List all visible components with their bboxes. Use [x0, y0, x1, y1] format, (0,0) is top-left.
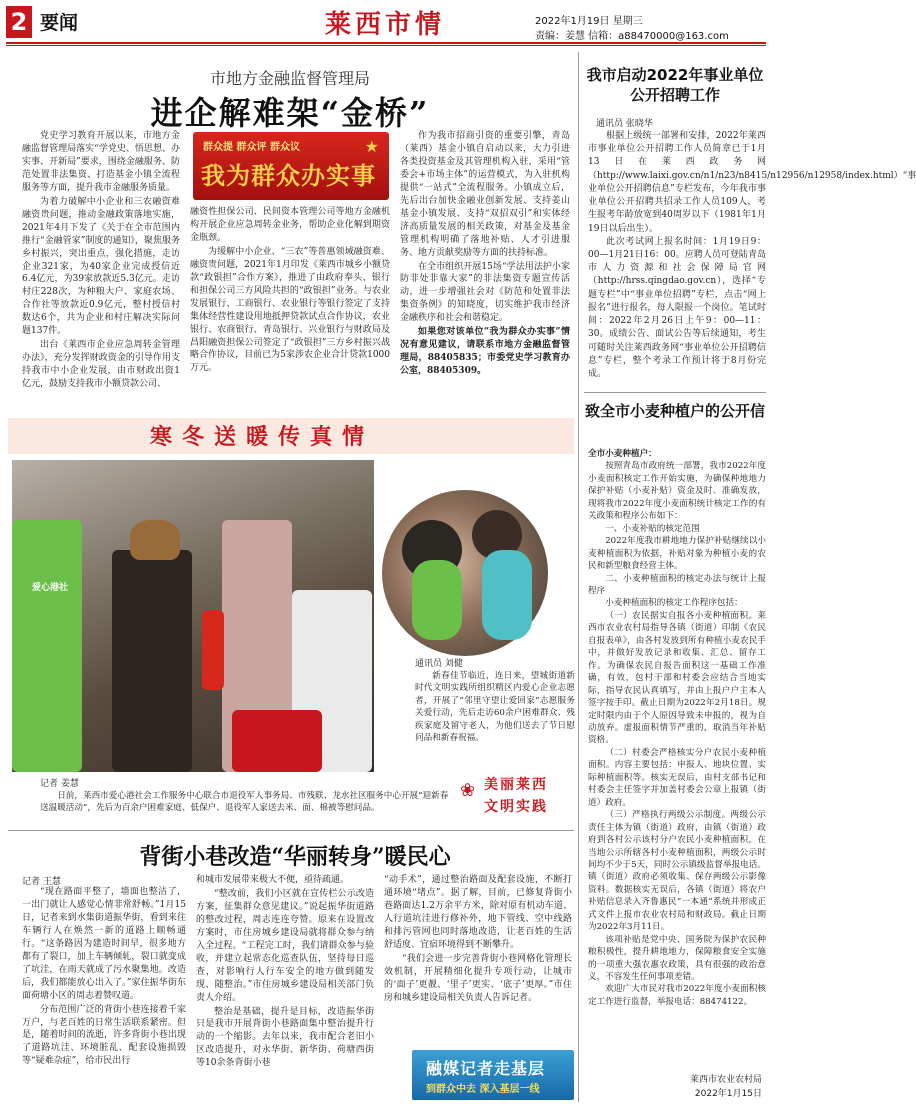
vest-text: 爱心港社: [32, 583, 69, 593]
article1-column-1: [22, 130, 180, 414]
article1-kicker: 市地方金融监督管理局: [209, 69, 370, 88]
paragraph: 2022年度我市耕地地力保护补贴继续以小麦种植面积为依据，补贴对象为种植小麦的农民和新型粮食经营主体。: [588, 536, 766, 572]
article1-column-3: [400, 130, 570, 414]
photo-caption-byline: 记者 姜慧: [40, 779, 79, 789]
section-divider: [8, 830, 574, 831]
article1-column-2: [190, 206, 390, 414]
paragraph: 欢迎广大市民对我市2022年度小麦面积核定工作进行监督，举报电话：88474122。: [588, 984, 766, 1007]
paragraph: 党史学习教育开展以来，市地方金融监督管理局落实“学党史、悟思想、办实事、开新局”要求，围绕金融服务、防范处置非法集资、打造基金小镇全流程服务等方面，提升我市金融服务质量。: [22, 131, 180, 193]
column-divider: [578, 52, 579, 1102]
paragraph: 按照青岛市政府统一部署，我市2022年度小麦面积核定工作开始实施，为确保种地地力保护补贴（小麦补贴）资金及时、准确发放，现将我市2022年度小麦面积统计核定工作的有关政策和程序公布如下：: [588, 461, 766, 522]
header-divider-thin: [6, 45, 766, 46]
page-number: 2: [6, 6, 32, 38]
paragraph: 为着力破解中小企业和三农融资难融资贵问题，推动金融政策落地实施，2021年4月下发了《关于在全市范围内推行“金融管家”制度的通知》，聚焦服务乡村振兴，突出重点，强化措施，走访企业321家，为40家企业完成授信近6.4亿元，为39家放款近5.3亿元。走访村庄228次，为种粮大户、家庭农场、合作社等放款近0.9亿元，整村授信村数达6个，共为企业和村庄解决实际问题137件。: [22, 196, 180, 337]
promo-title: 融媒记者走基层: [426, 1059, 546, 1078]
article2-column-3: [384, 874, 572, 1044]
issue-date: 2022年1月19日 星期三: [535, 16, 643, 27]
right-bottom-headline: 致全市小麦种植户的公开信: [584, 402, 765, 420]
paragraph: 小麦种植面积的核定工作程序包括：: [605, 598, 743, 609]
paragraph: 二、小麦种植面积的核定办法与统计上报程序: [588, 573, 766, 596]
letter-sign-date: 2022年1月15日: [694, 1089, 762, 1099]
flower-icon: ❀: [460, 780, 476, 801]
paragraph: 根据上级统一部署和安排，2022年莱西市事业单位公开招聘工作人员简章已于1月13日在莱西政务网（http://www.laixi.gov.cn/n1/n23/n8415/n12956/n12958/index.html）“事业单位公开招聘信息”专栏发布，今年我市事业单位公开招聘共招录工作人员109人，考生报考年龄放宽到40周岁以下（1981年1月19日以后出生）。: [588, 131, 916, 234]
right-top-byline: 通讯员 张晓华: [596, 119, 653, 129]
section-name: 要闻: [40, 12, 79, 34]
paragraph: “现在路面平整了，墙面也整洁了，一出门就让人感觉心情非常舒畅。”1月15日，记者来到水集街道振华街，看到来往车辆行人在焕然一新的道路上顺畅通行。“这条路因为建造时间早，很多地方都有了裂口，加上车辆倾轧，裂口就变成了坑洼，在雨天就成了污水聚集地。改造后，我们都能放心出入了。”家住振华街东面荷塘小区的周志着赞叹道。: [22, 887, 186, 1001]
paragraph: 为缓解中小企业、“三农”等普惠领域融资难、融资贵问题，2021年1月印发《莱西市城乡小额贷款“政银担”合作方案》，推进了由政府奉头、银行和担保公司三方风险共担的“政银担”业务。与农业发展银行、工商银行、农业银行等银行签定了支持集体经营性建设用地抵押贷款试点合作协议，农业银行、农商银行、青岛银行、兴业银行与财政局及昌阳融资担保公司签定了“政银担”三方乡村振兴战略合作协议，目前已为5家涉农企业合计贷款1000万元。: [190, 246, 390, 374]
paragraph: 整治是基础，提升是目标，改造振华街只是我市开展背街小巷路面集中整治提升行动的一个缩影。去年以来，我市配合老旧小区改造提升，对永华街、新华街、荷塘西街等10余条背街小巷: [196, 1006, 374, 1069]
editor-info: 责编：姜慧 信箱：a88470000@163.com: [535, 31, 729, 42]
letter-sign-org: 莱西市农业农村局: [689, 1075, 762, 1085]
photo-section-title: 寒冬送暖传真情: [150, 424, 375, 450]
badge-line-2: 文明实践: [484, 799, 548, 815]
paragraph: 作为我市招商引资的重要引擎，青岛（莱西）基金小镇自启动以来，大力引进各类投资基金及其管理机构入驻，采用“管委会+市场主体”的运营模式，为入驻机构提供“一站式”全流程服务。小镇成立后，先后出台加快金融业创新发展、支持姜山基金小镇发展、支持“双招双引”和实体经济高质量发展的相关政策，对基金及基金管理机构明确了落地补贴、人才引进服务、地方贡献奖励等方面的扶持标准。: [400, 131, 570, 258]
header-divider: [6, 42, 766, 44]
civilization-badge: [460, 770, 580, 818]
paragraph: “动手术”，通过整治路面及配套设施，不断打通环境“堵点”。据了解，目前，已修复背街小巷路面达1.2万余平方米，除对原有机动车道、人行道坑洼进行修补外，地下管线、空中线路和排污管网也同时落地改造，让老百姓的生活舒适度、宜宿环境得到不断攀升。: [384, 875, 572, 950]
article2-byline: 记者 王慧: [22, 877, 61, 887]
paragraph: （二）村委会严格核实分户农民小麦种植面积。内容主要包括：申报人、地块位置、实际种植面积等。核实无误后，由村支部书记和村委会主任签字并加盖村委会公章上报镇（街道）政府。: [588, 747, 766, 808]
salutation: 全市小麦种植户：: [588, 449, 657, 459]
paragraph: 一、小麦补贴的核定范围: [605, 523, 700, 534]
paragraph: 此次考试网上报名时间：1月19日9：00—1月21日16：00。应聘人员可登陆青岛市人力资源和社会保障局官网（http://hrss.qingdao.gov.cn），选择“专题专栏”中“事业单位招聘”专栏，点击“网上报名”进行报名，每人限报一个岗位。笔试时间：2022年2月26日上午9：00—11：30。成绩公告、面试公告等后续通知，考生可随时关注莱西政务网“事业单位公开招聘信息”专栏，整个考录工作预计将于8月份完成。: [588, 236, 766, 379]
photo-caption: [40, 790, 450, 815]
right-bottom-body: [588, 448, 766, 1066]
article1-headline: 进企解难架“金桥”: [150, 94, 430, 132]
campaign-banner: [193, 132, 389, 200]
article2-headline: 背街小巷改造“华丽转身”暖民心: [139, 844, 451, 870]
paragraph: “整改前，我们小区就在宣传栏公示改造方案，征集群众意见建议。”说起振华街道路的整改过程，周志连连夸赞。原来在设置改方案时，市住房城乡建设局就将群众参与纳入全过程。“工程完工时，我们请群众参与验收，并建立起常态化巡查队伍，坚持每日巡查，对影响行人行车安全的地方做到随发现、随整治。”市住房城乡建设局相关部门负责人介绍。: [196, 888, 374, 1003]
contact-note: 如果您对该单位“我为群众办实事”情况有意见建议，请联系市地方金融监督管理局，88405835；市委党史学习教育办公室，88405309。: [400, 327, 570, 377]
paragraph: （三）严格执行两级公示制度。两级公示责任主体为镇（街道）政府，由镇（街道）政府到各村公示该村分户农民小麦种植面积，在当地公示所辖各村小麦种植面积，两级公示时间均不少于5天，同时公示镇级监督举报电话。镇（街道）政府必须收集、保存两级公示影像资料。数据核实无误后，各镇（街道）将农户补贴信息录入齐鲁惠民“一本通”系统并形成正式文件上报市农业农村局和财政局。截止日期为2022年3月11日。: [588, 810, 766, 933]
article2-column-2: [196, 874, 374, 1104]
section-divider: [584, 392, 766, 393]
paragraph: 新春佳节临近，连日来，望城街道新时代文明实践所组织精区内爱心企业志愿者，开展了“邻里守望让爱回家”志愿服务关爱行动，先后走访60余户困难群众、残疾家庭及留守老人，为他们送去了节日慰问品和新春祝福。: [415, 671, 575, 744]
badge-line-1: 美丽莱西: [484, 777, 548, 793]
community-visit-photo: [380, 488, 550, 658]
paragraph: 出台《莱西市企业应急周转金管理办法》，充分发挥财政资金的引导作用支持我市中小企业发展，由市财政出资1亿元，鼓励支持我市小额贷款公司、: [22, 340, 180, 390]
circle-photo-caption: [415, 670, 575, 745]
paragraph: 该项补贴是党中央、国务院为保护农民种粮积极性，提升耕地地力，保障粮食安全实施的一项重大强农惠农政策，具有很强的政治意义，不容发生任何事项差错。: [588, 934, 766, 983]
right-top-headline: 我市启动2022年事业单位公开招聘工作: [586, 66, 764, 104]
paragraph: 分布范围广泛的背街小巷连接着千家万户，与老百姓的日常生活联系紧密。但是，随着时间的流逝，许多背街小巷出现了道路坑洼、环境脏乱、配套设施损毁等“疑难杂症”，给市民出行: [22, 1004, 186, 1067]
paragraph: 融资性担保公司、民间资本管理公司等地方金融机构开展企业应急周转金业务，帮助企业化解到期资金瓶颈。: [190, 207, 390, 243]
circle-photo-byline: 通讯员 刘健: [415, 659, 463, 669]
paragraph: 日前，莱西市爱心港社会工作服务中心联合市退役军人事务局、市残联、龙水社区服务中心开展“迎新春送温暖活动”，先后为百余户困难家庭、低保户、退役军人家送去米、面、棉被等慰问品。: [40, 791, 449, 814]
paragraph: 在全市组织开展15场“学法用法护小家 防非处非靠大家”的非法集资专题宣传活动，进一步增强社会对《防范和处置非法集资条例》的知晓度，切实维护我市经济金融秩序和社会和谐稳定。: [400, 261, 570, 324]
masthead-logo: 莱西市情: [325, 10, 446, 40]
banner-title: 我为群众办实事: [201, 162, 376, 190]
banner-slogan: 群众提 群众评 群众议: [203, 142, 300, 153]
right-top-body: [588, 130, 916, 386]
paragraph: （一）农民据实自报各小麦种植面积。莱西市农业农村局指导各镇（街道）印制《农民自报表单》，由各村发放到所有种植小麦农民手中，并做好发放记录和收集、汇总、留存工作。为确保农民自报告面积这一基础工作准确，有效，包村干部和村委会应结合当地实际，指导农民认真填写，并由上报户户主本人签字按手印。截止日期为2022年2月18日。规定时限内由于个人原因导致未申报的，视为自动放弃。虚报面积情节严重的，取消当年补贴资格。: [588, 610, 766, 746]
star-icon: ★: [364, 137, 379, 156]
reporter-promo-banner: [412, 1050, 574, 1100]
promo-subtitle: 到群众中去 深入基层一线: [426, 1084, 540, 1095]
article2-column-1: [22, 886, 186, 1104]
paragraph: 和城市发展带来极大不便，亟待疏通。: [196, 875, 350, 885]
paragraph: “我们会进一步完善背街小巷网格化管理长效机制，开展精细化提升专项行动，让城市的‘面子’更靓、‘里子’更实、‘底子’更厚。”市住房和城乡建设局相关负责人告诉记者。: [384, 953, 572, 1003]
volunteer-visit-photo: [12, 460, 374, 772]
